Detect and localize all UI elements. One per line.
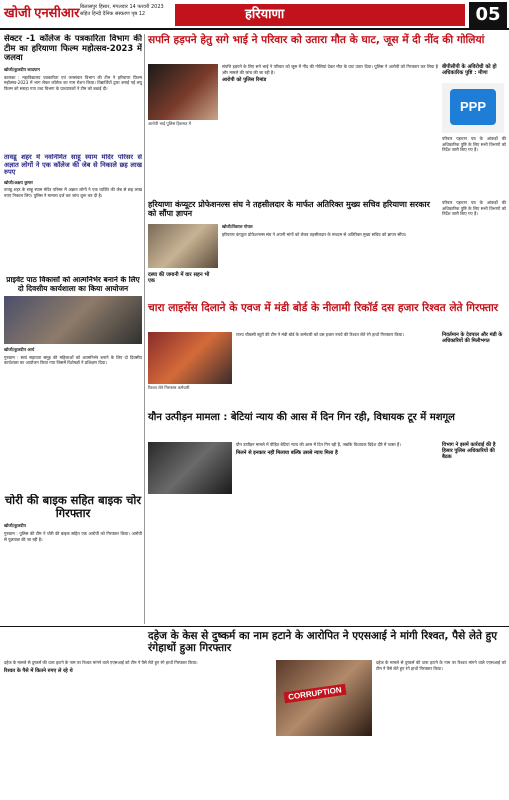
story-2-body: तावडू शहर के साहू स्याम मंदिर परिसर में अज्ञात लोगों ने एक व्यक्ति की जेब से छह लाख रुपए निकाल लिए। पुलिस ने मामला दर्ज कर जांच शुरू कर दी है। [4, 187, 142, 198]
story-8-side-head: रिश्वत के पैसे में कितने रुपए ले रहे थे [4, 667, 73, 674]
story-2 [4, 154, 142, 274]
lead-body: संपत्ति हड़पने के लिए सगे भाई ने परिवार को जूस में नींद की गोलियां देकर मौत के घाट उतार दिया। पुलिस ने आरोपी को गिरफ्तार कर लिया है और मामले की जांच की जा रही है। आरोपी को पुलिस रिमांड [222, 64, 438, 84]
story-6-side-head: निवर्तमान के देवपाल और मंडी के अधिकारियों की मिलीभगत [442, 332, 503, 345]
box-headline: बीपीसीपी के अविरोधी को हो अधिकारिक पुष्टि : मीणा [442, 64, 497, 77]
lead-headline: सपनि हड़पने हेतु सगे भाई ने परिवार को उतारा मौत के घाट, जूस में दी नींद की गोलियां [148, 34, 485, 46]
story-2-byline: खोजी/अक्षय कुमार [4, 179, 33, 185]
story-7-photo [148, 442, 232, 494]
story-1-body: कालका : महाविद्यालय पत्रकारिता एवं जनसंचार विभाग की टीम ने हरियाणा फिल्म महोत्सव-2023 में भाग लेकर कॉलेज का नाम रोशन किया। विद्यार्थियों द्वारा बनाई गई लघु फिल्म को सराहा गया तथा विभाग के प्राध्यापकों ने टीम को बधाई दी। [4, 74, 142, 91]
story-7-box-head: विभाग ने इसमें कार्रवाई की है हिसार पुलिस अधिकारियों की बैठक [442, 442, 496, 461]
story-5-side-head: दस्या की जमानी में वार सहन भी एक [148, 272, 210, 285]
story-1 [4, 34, 142, 154]
story-7-body: यौन उत्पीड़न मामले में पीड़ित बेटियां न्याय की आस में दिन गिन रही हैं, जबकि विधायक विदेश दौरे में व्यस्त हैं। मिलने से इनकार नहीं मिलाया बल्कि उससे न्याय मिला है [236, 442, 438, 542]
story-1-byline: खोजी/कुलदीप कादयान [4, 66, 40, 72]
section-rule [0, 626, 509, 627]
story-6-photo-caption: रिश्वत लेते गिरफ्तार कर्मचारी [148, 385, 232, 390]
lead-subhead: आरोपी को पुलिस रिमांड [222, 77, 267, 84]
section-title: हरियाणा [175, 4, 465, 26]
lead-photo [148, 64, 218, 120]
masthead [0, 0, 509, 30]
story-5-photo [148, 224, 218, 268]
right-column-text: परिवार पहचान पत्र के आंकड़ों की अधिकारिक पुष्टि के लिए सभी विभागों को निर्देश जारी किए गए हैं। [442, 200, 506, 217]
story-6-photo [148, 332, 232, 384]
story-5-body: खोजी/विशाल गोयल हरियाणा कंप्यूटर प्रोफेशनल्स संघ ने अपनी मांगों को लेकर तहसीलदार के माध्यम से अतिरिक्त मुख्य सचिव को ज्ञापन सौंपा। [222, 224, 407, 237]
story-7-headline: यौन उत्पीड़न मामला : बेटियां न्याय की आस में दिन गिन रही, विधायक टूर में मशगूल [148, 412, 455, 423]
story-6-body: राज्य चौकसी ब्यूरो की टीम ने मंडी बोर्ड के कर्मचारी को दस हजार रुपये की रिश्वत लेते रंगे हाथों गिरफ्तार किया। [236, 332, 404, 337]
story-4 [4, 494, 142, 622]
story-3-headline: प्राइवेट पाठ विकासों को आत्मनिर्भर बनाने के लिए दो दिवसीय कार्यशाला का किया आयोजन [6, 276, 140, 293]
story-6-headline: चारा लाइसेंस दिलाने के एवज में मंडी बोर्ड के नीलामी रिकॉर्ड दस हजार रिश्वत लेते गिरफ्तार [148, 302, 499, 314]
story-8-headline: दहेज के केस से दुष्कर्म का नाम हटाने के आरोपित ने एएसआई ने मांगी रिश्वत, पैसे लेते हुए रंगेहाथों हुआ गिरफ्तार [148, 630, 498, 655]
newspaper-name: खोजी एनसीआर [4, 5, 80, 20]
story-8-photo [276, 660, 372, 736]
page-number: 05 [469, 2, 507, 28]
story-3-body: गुरुग्राम : स्वयं सहायता समूह की महिलाओं को आत्मनिर्भर बनाने के लिए दो दिवसीय कार्यशाला का आयोजन किया गया जिसमें विशेषज्ञों ने प्रशिक्षण दिया। [4, 354, 142, 366]
story-3-byline: खोजी/कुलदीप आर्य [4, 347, 35, 353]
story-3 [4, 276, 142, 492]
story-4-body: गुरुग्राम : पुलिस की टीम ने चोरी की बाइक सहित एक आरोपी को गिरफ्तार किया। आरोपी से पूछताछ की जा रही है। [4, 531, 142, 542]
story-3-photo [4, 296, 142, 344]
lead-photo-caption: आरोपी भाई पुलिस हिरासत में [148, 121, 218, 126]
corruption-label: CORRUPTION [284, 684, 347, 703]
column-divider-left [144, 34, 145, 624]
box-body: परिवार पहचान पत्र के आंकड़ों की अधिकारिक पुष्टि के लिए सभी विभागों को निर्देश जारी किए गए हैं। [442, 136, 506, 153]
story-8-body-right: दहेज के मामले से दुष्कर्म की धारा हटाने के नाम पर रिश्वत मांगने वाले एएसआई को टीम ने पैसे लेते हुए रंगे हाथों गिरफ्तार किया। [376, 660, 506, 671]
ppp-logo-text: PPP [450, 89, 496, 125]
story-4-byline: खोजी/कुलदीप [4, 523, 26, 529]
story-8-body-left: दहेज के मामले से दुष्कर्म की धारा हटाने के नाम पर रिश्वत मांगने वाले एएसआई को टीम ने पैसे लेते हुए रंगे हाथों गिरफ्तार किया। रिश्वत के पैसे में कितने रुपए ले रहे थे [4, 660, 272, 796]
story-7-side-head: मिलने से इनकार नहीं मिलाया बल्कि उससे न्याय मिला है [236, 449, 338, 456]
story-5-headline: हरियाणा कंप्यूटर प्रोफेशनल्स संघ ने तहसीलदार के मार्फत अतिरिक्त मुख्य सचिव हरियाणा सरकार को सौंपा ज्ञापन [148, 200, 430, 219]
story-1-headline: सेक्टर -1 कॉलेज के पत्रकारिता विभाग की टीम का हरियाणा फिल्म महोत्सव-2023 में जलवा [4, 34, 142, 63]
ppp-logo [442, 83, 504, 133]
story-2-headline: तावडू शहर में नवनिर्मित साहू स्याम मंदिर परिसर से अज्ञात लोगों ने एक कॉलेज की जेब से निकाले छह लाख रुपए [4, 154, 142, 177]
date-line: बिलासपुर हिसार, मंगलवार 14 फरवरी 2023 सहित हिन्दी दैनिक संस्करण पृष्ठ 12 [80, 4, 164, 17]
story-4-headline: चोरी की बाइक सहित बाइक चोर गिरफ्तार [4, 494, 142, 521]
